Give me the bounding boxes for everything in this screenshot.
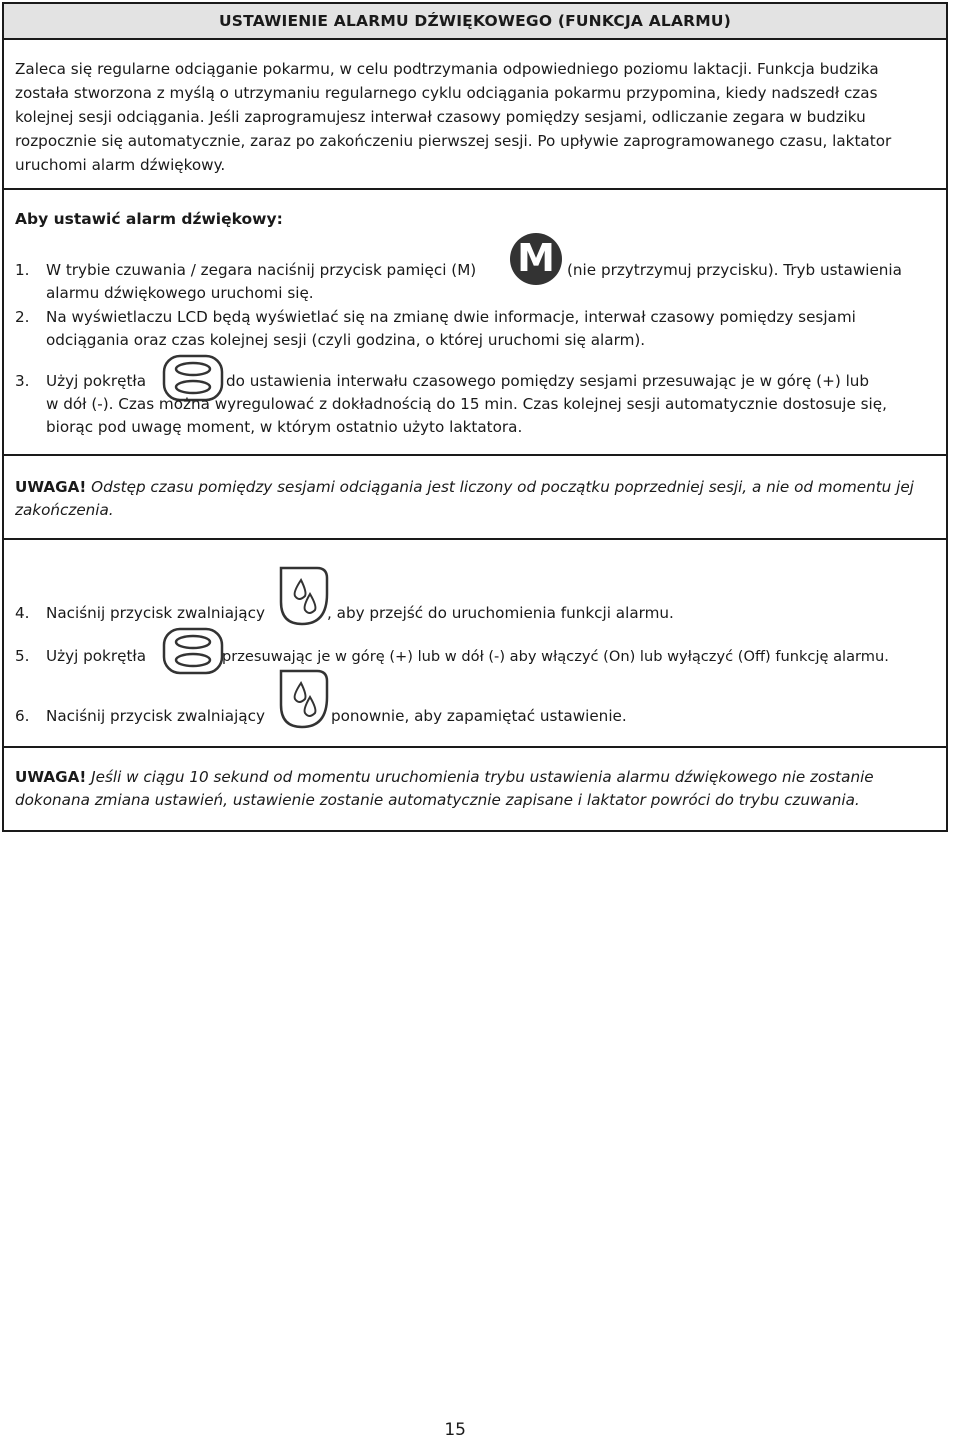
step-number: 2. [15, 308, 30, 326]
step-text: biorąc pod uwagę moment, w którym ostatnio użyto laktatora. [46, 418, 523, 436]
step-text: w dół (-). Czas można wyregulować z dokładnością do 15 min. Czas kolejnej sesji automatycznie dostosuje się, [46, 395, 887, 413]
note-2 [15, 766, 937, 812]
step-text: Naciśnij przycisk zwalniający [46, 707, 265, 725]
step-number: 4. [15, 604, 30, 622]
step-text: odciągania oraz czas kolejnej sesji (czyli godzina, o której uruchomi się alarm). [46, 331, 646, 349]
m-button-letter: M [517, 236, 555, 280]
note-box-1 [2, 456, 948, 540]
release-button-icon [277, 564, 331, 628]
m-button-icon [509, 232, 563, 286]
page-number: 15 [444, 1420, 466, 1440]
step-text: Naciśnij przycisk zwalniający [46, 604, 265, 622]
note-1 [15, 476, 937, 522]
section-title-box [2, 2, 948, 40]
step-text: Użyj pokrętła [46, 647, 147, 665]
steps-heading: Aby ustawić alarm dźwiękowy: [15, 210, 283, 228]
step-text: Na wyświetlaczu LCD będą wyświetlać się na zmianę dwie informacje, interwał czasowy pomiędzy sesjami [46, 308, 856, 326]
note-label: UWAGA! [15, 478, 87, 496]
note-label: UWAGA! [15, 768, 87, 786]
intro-paragraph: Zaleca się regularne odciąganie pokarmu, w celu podtrzymania odpowiedniego poziomu laktacji. Funkcja budzika została stworzona z myślą o utrzymaniu regularnego cyklu odciągania pokarmu przypomina, kiedy nadszedł czas kolejnej sesji odciągania. Jeśli zaprogramujesz interwał czasowy pomiędzy sesjami, odliczanie zegara w budziku rozpocznie się automatycznie, zaraz po zakończeniu pierwszej sesji. Po upływie zaprogramowanego czasu, laktator uruchomi alarm dźwiękowy. [15, 60, 892, 174]
note-text: Jeśli w ciągu 10 sekund od momentu uruchomienia trybu ustawienia alarmu dźwiękowego nie zostanie dokonana zmiana ustawień, ustawienie zostanie automatycznie zapisane i laktator powróci do trybu czuwania. [15, 768, 874, 809]
section-title: USTAWIENIE ALARMU DŹWIĘKOWEGO (FUNKCJA ALARMU) [218, 12, 731, 30]
step-number: 3. [15, 372, 30, 390]
note-text: Odstęp czasu pomiędzy sesjami odciągania jest liczony od początku poprzedniej sesji, a nie od momentu jej zakończenia. [15, 478, 914, 519]
step-text: Użyj pokrętła [46, 372, 147, 390]
step-number: 1. [15, 261, 30, 279]
step-text: W trybie czuwania / zegara naciśnij przycisk pamięci (M) [46, 261, 477, 279]
step-text: (nie przytrzymuj przycisku). Tryb ustawienia [567, 261, 902, 279]
note-box-2 [2, 748, 948, 832]
step-text: do ustawienia interwału czasowego pomiędzy sesjami przesuwając je w górę (+) lub [226, 372, 870, 390]
release-button-icon [277, 667, 331, 731]
intro-box [2, 40, 948, 190]
steps-box-2 [2, 540, 948, 748]
step-number: 5. [15, 647, 30, 665]
step-text: , aby przejść do uruchomienia funkcji alarmu. [327, 604, 674, 622]
step-text: ponownie, aby zapamiętać ustawienie. [331, 707, 627, 725]
step-text: alarmu dźwiękowego uruchomi się. [46, 284, 314, 302]
scroll-wheel-icon [162, 627, 224, 675]
step-text: przesuwając je w górę (+) lub w dół (-) aby włączyć (On) lub wyłączyć (Off) funkcję alarmu. [222, 648, 889, 665]
step-number: 6. [15, 707, 30, 725]
steps-box [2, 190, 948, 456]
